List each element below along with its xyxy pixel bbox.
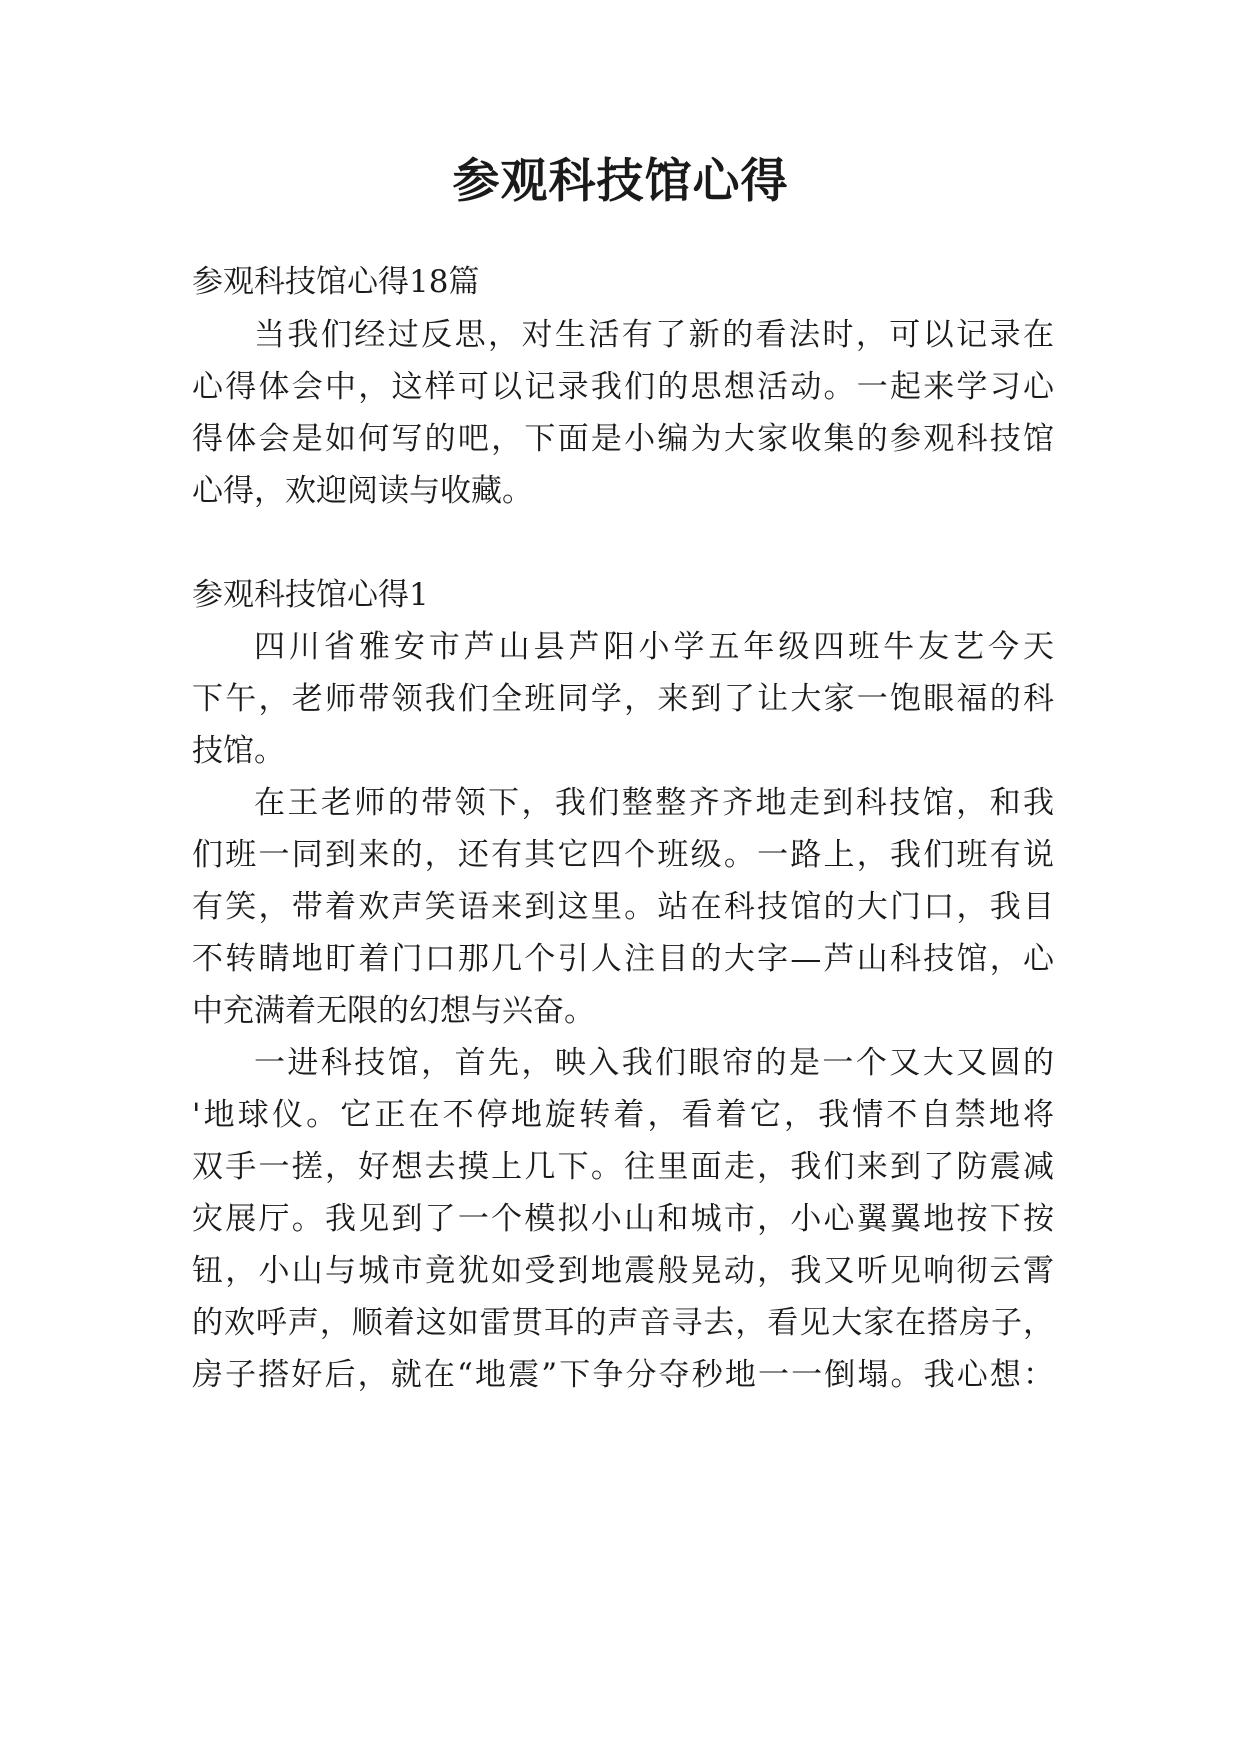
paragraph-line: 心得体会中，这样可以记录我们的思想活动。一起来学习心 xyxy=(192,369,1054,405)
paragraph-line: 钮，小山与城市竟犹如受到地震般晃动，我又听见响彻云霄 xyxy=(192,1253,1054,1289)
paragraph-line: 们班一同到来的，还有其它四个班级。一路上，我们班有说 xyxy=(192,837,1054,873)
paragraph-line: 房子搭好后，就在“地震”下争分夺秒地一一倒塌。我心想： xyxy=(192,1357,1054,1393)
paragraph-line: 的欢呼声，顺着这如雷贯耳的声音寻去，看见大家在搭房子， xyxy=(192,1305,1054,1341)
paragraph-line: 有笑，带着欢声笑语来到这里。站在科技馆的大门口，我目 xyxy=(192,889,1054,925)
paragraph-line: 下午，老师带领我们全班同学，来到了让大家一饱眼福的科 xyxy=(192,681,1054,717)
paragraph-line: 技馆。 xyxy=(192,733,285,769)
paragraph-line: 心得，欢迎阅读与收藏。 xyxy=(192,473,533,509)
section-heading: 参观科技馆心得1 xyxy=(192,577,429,613)
paragraph-line: 当我们经过反思，对生活有了新的看法时，可以记录在 xyxy=(254,317,1054,353)
paragraph-line: 灾展厅。我见到了一个模拟小山和城市，小心翼翼地按下按 xyxy=(192,1201,1054,1237)
paragraph-line: 四川省雅安市芦山县芦阳小学五年级四班牛友艺今天 xyxy=(254,629,1054,665)
paragraph-line: '地球仪。它正在不停地旋转着，看着它，我情不自禁地将 xyxy=(192,1097,1054,1133)
paragraph-line: 一进科技馆，首先，映入我们眼帘的是一个又大又圆的 xyxy=(254,1045,1054,1081)
document-title: 参观科技馆心得 xyxy=(452,154,789,209)
intro-heading: 参观科技馆心得18篇 xyxy=(192,264,480,300)
paragraph-line: 在王老师的带领下，我们整整齐齐地走到科技馆，和我 xyxy=(254,785,1054,821)
paragraph-line: 双手一搓，好想去摸上几下。往里面走，我们来到了防震减 xyxy=(192,1149,1054,1185)
paragraph-line: 得体会是如何写的吧，下面是小编为大家收集的参观科技馆 xyxy=(192,421,1054,457)
paragraph-line: 不转睛地盯着门口那几个引人注目的大字—芦山科技馆，心 xyxy=(192,941,1054,977)
paragraph-line: 中充满着无限的幻想与兴奋。 xyxy=(192,993,595,1029)
